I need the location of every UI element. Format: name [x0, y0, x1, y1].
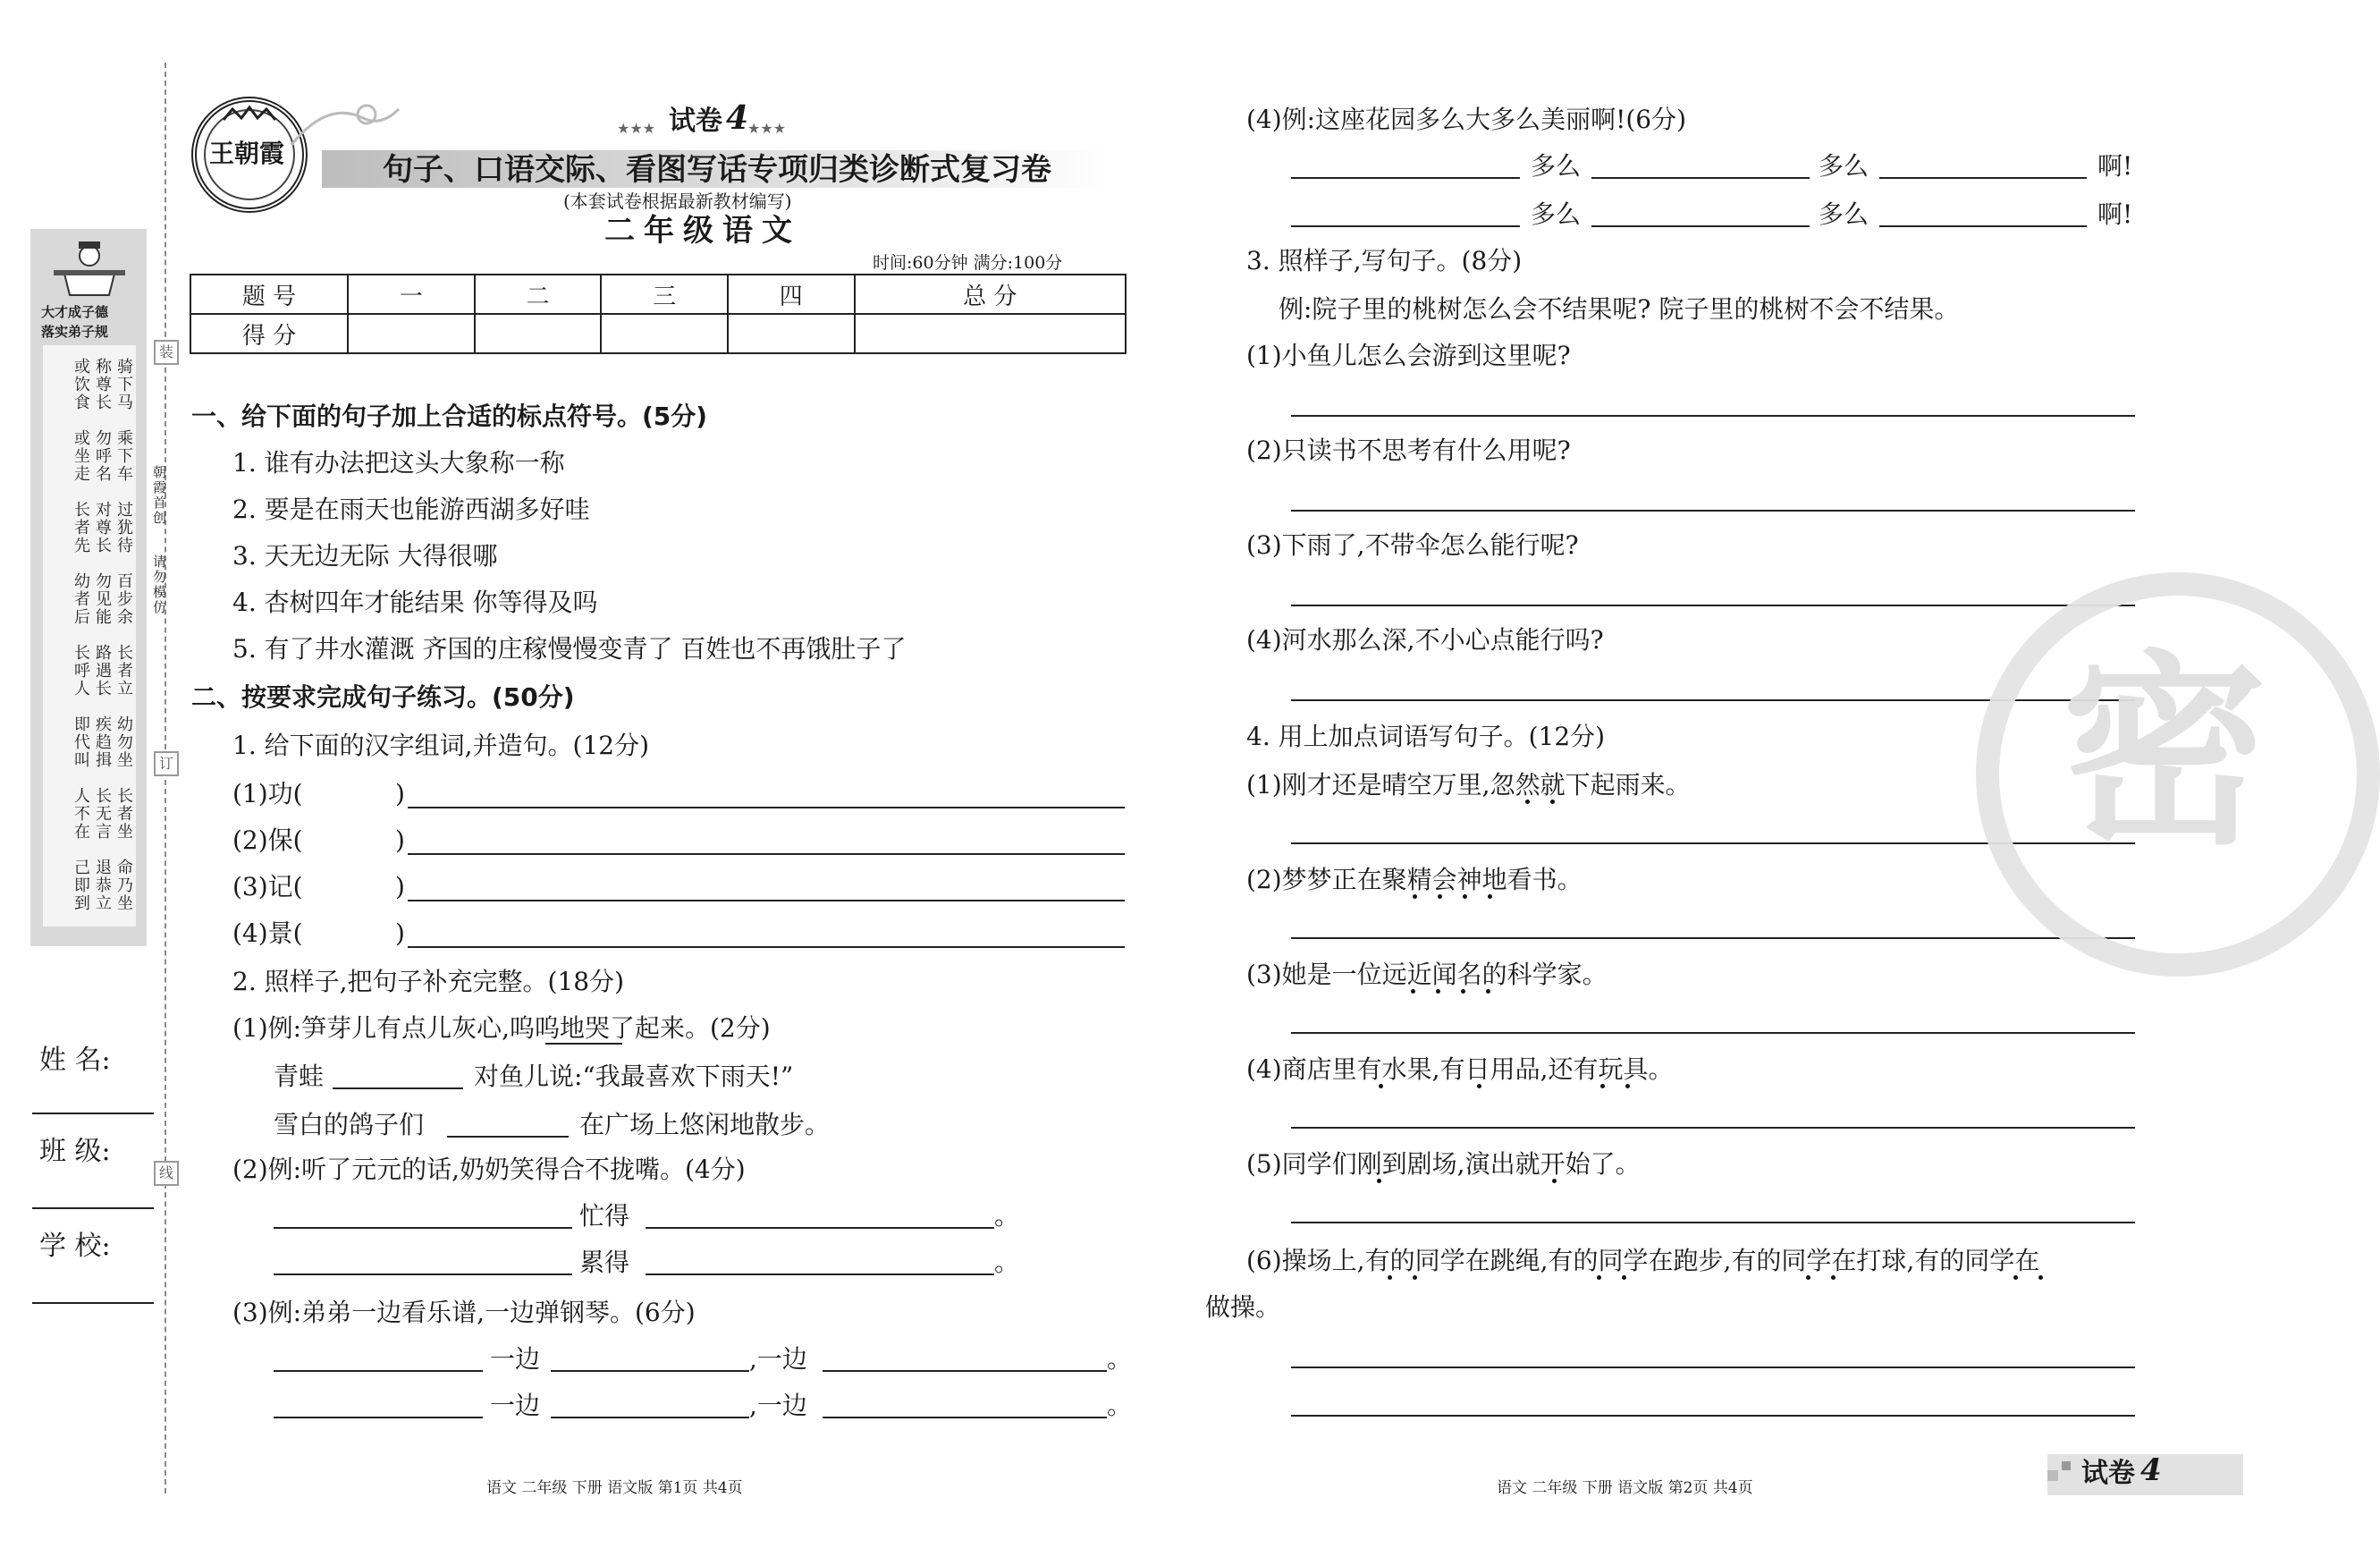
emphasis-dot	[1379, 1084, 1383, 1088]
fill-keyword: ,一边	[749, 1391, 807, 1420]
question-item: (4)商店里有水果,有日用品,还有玩具。	[1246, 1054, 1674, 1084]
answer-line[interactable]	[274, 1227, 572, 1229]
sidebar-verse: 长者先	[72, 501, 90, 554]
emphasis-dot	[1552, 1179, 1557, 1183]
answer-line[interactable]	[551, 1370, 749, 1372]
brand-text: 王朝霞	[209, 139, 285, 168]
score-header-cell: 四	[728, 275, 855, 314]
emphasis-dot	[1486, 989, 1490, 994]
answer-line[interactable]	[1291, 1127, 2135, 1129]
emphasis-dot	[2038, 1275, 2043, 1280]
page-footer: 语文 二年级 下册 语文版 第2页 共4页	[1497, 1479, 1753, 1497]
answer-line[interactable]	[551, 1417, 749, 1418]
emphasis-dot	[1525, 800, 1530, 804]
answer-line[interactable]	[274, 1274, 572, 1275]
question-title: 3. 照样子,写句子。(8分)	[1246, 246, 1523, 275]
answer-line[interactable]	[1291, 225, 1520, 227]
answer-line[interactable]	[1291, 415, 2135, 417]
question-title: 1. 给下面的汉字组词,并造句。(12分)	[232, 731, 649, 760]
emphasis-dot	[1625, 1084, 1630, 1088]
answer-line[interactable]	[447, 1136, 569, 1138]
sidebar-verse: 幼者后	[72, 572, 90, 626]
fill-keyword: ,一边	[749, 1344, 807, 1374]
sidebar-verse: 或饮食	[72, 358, 90, 411]
fill-keyword: 多么	[1819, 151, 1869, 181]
score-cell[interactable]	[728, 314, 855, 353]
question-item-continued: 做操。	[1205, 1292, 1281, 1322]
score-header-cell: 三	[601, 275, 728, 314]
example-sentence: (3)例:弟弟一边看乐谱,一边弹钢琴。(6分)	[232, 1298, 696, 1327]
emphasis-dot	[2013, 1275, 2018, 1280]
sidebar-verse: 退恭立	[93, 859, 112, 912]
answer-line[interactable]	[333, 1087, 463, 1089]
emphasis-dot	[1550, 800, 1555, 804]
emphasis-dot	[1488, 894, 1492, 899]
emphasis-dot	[1438, 894, 1442, 899]
score-header-cell: 题 号	[190, 275, 348, 314]
example-sentence: 例:院子里的桃树怎么会不结果呢? 院子里的桃树不会不结果。	[1279, 294, 1960, 324]
class-field[interactable]	[32, 1207, 154, 1209]
emphasis-dot	[1463, 894, 1467, 899]
question-item: (3)她是一位远近闻名的科学家。	[1246, 960, 1608, 989]
word-item-close: )	[395, 872, 405, 901]
emphasis-dot	[1806, 1275, 1810, 1280]
subtitle: (本套试卷根据最新教材编写)	[563, 190, 792, 212]
question-item: 2. 要是在雨天也能游西湖多好哇	[232, 495, 590, 524]
school-field[interactable]	[32, 1302, 154, 1304]
answer-line[interactable]	[1291, 1367, 2135, 1368]
sidebar-verse: 称尊长	[93, 358, 112, 411]
example-underline	[545, 1043, 622, 1045]
emphasis-dot	[1831, 1275, 1836, 1280]
question-item: 5. 有了井水灌溉 齐国的庄稼慢慢变青了 百姓也不再饿肚子了	[232, 634, 907, 664]
sidebar-verse: 或坐走	[72, 429, 90, 483]
question-item: (3)下雨了,不带伞怎么能行呢?	[1246, 530, 1579, 560]
period: 。	[994, 1248, 1020, 1277]
answer-line[interactable]	[408, 900, 1125, 901]
paper-stars: ★★★	[617, 120, 656, 137]
word-item: (2)保(	[232, 825, 303, 855]
score-header-cell: 二	[475, 275, 602, 314]
period: 。	[994, 1201, 1020, 1231]
emphasis-dot	[1388, 1275, 1392, 1280]
example-sentence: (2)例:听了元元的话,奶奶笑得合不拢嘴。(4分)	[232, 1155, 746, 1184]
sidebar-verse: 长者立	[114, 644, 133, 698]
emphasis-dot	[1597, 1275, 1601, 1280]
sidebar-verse: 疾趋揖	[93, 715, 112, 769]
paper-number: 4	[726, 99, 749, 137]
answer-line[interactable]	[1591, 225, 1810, 227]
copyright-note: 请勿模仿	[151, 554, 167, 615]
period: 。	[1107, 1391, 1133, 1420]
fill-keyword: 累得	[579, 1248, 630, 1277]
page-title: 句子、口语交际、看图写话专项归类诊断式复习卷	[383, 152, 1051, 188]
fill-keyword: 多么	[1531, 199, 1582, 229]
score-cell[interactable]	[855, 314, 1126, 353]
score-cell[interactable]	[475, 314, 602, 353]
sidebar-verse: 勿呼名	[93, 429, 112, 483]
question-item: (5)同学们刚到剧场,演出就开始了。	[1246, 1149, 1641, 1179]
paper-tag: 试卷	[669, 106, 722, 137]
answer-line[interactable]	[1879, 177, 2087, 179]
corner-number: 4	[2140, 1452, 2162, 1488]
sidebar-verse: 长无言	[93, 787, 112, 841]
answer-line[interactable]	[1291, 605, 2135, 606]
emphasis-dot	[1622, 1275, 1626, 1280]
answer-line[interactable]	[1291, 1032, 2135, 1034]
ribbon-decoration	[291, 100, 399, 154]
emphasis-dot	[1600, 1084, 1605, 1088]
scholar-illustration	[46, 238, 132, 302]
question-item: 1. 谁有办法把这头大象称一称	[232, 448, 565, 478]
answer-line[interactable]	[408, 807, 1125, 808]
corner-decoration	[2047, 1470, 2058, 1481]
word-item: (1)功(	[232, 779, 303, 808]
period: 。	[1107, 1344, 1133, 1374]
page-footer: 语文 二年级 下册 语文版 第1页 共4页	[486, 1479, 743, 1497]
question-item: (2)只读书不思考有什么用呢?	[1246, 436, 1571, 465]
section-heading: 二、按要求完成句子练习。(50分)	[191, 682, 575, 712]
answer-line[interactable]	[1291, 510, 2135, 512]
binding-char: 线	[154, 1161, 179, 1186]
stamp-char: 密	[2062, 631, 2268, 873]
word-item: (3)记(	[232, 872, 303, 901]
sidebar-verse: 即代叫	[72, 715, 90, 769]
word-item-close: )	[395, 918, 405, 948]
sidebar-verse: 长呼人	[72, 644, 90, 698]
score-cell[interactable]	[348, 314, 475, 353]
answer-line[interactable]	[1291, 1222, 2135, 1223]
name-field[interactable]	[32, 1113, 154, 1114]
question-item: 3. 天无边无际 大得很哪	[232, 541, 498, 571]
example-sentence: (1)例:笋芽儿有点儿灰心,呜呜地哭了起来。(2分)	[232, 1013, 771, 1043]
fill-keyword: 多么	[1819, 199, 1869, 229]
answer-line[interactable]	[823, 1417, 1107, 1418]
corner-label: 试卷	[2081, 1458, 2135, 1489]
score-header-cell: 总 分	[855, 275, 1126, 314]
word-item-close: )	[395, 779, 405, 808]
emphasis-dot	[1411, 989, 1415, 994]
fill-suffix: 在广场上悠闲地散步。	[579, 1110, 831, 1139]
answer-line[interactable]	[408, 946, 1125, 948]
question-item: (6)操场上,有的同学在跳绳,有的同学在跑步,有的同学在打球,有的同学在	[1246, 1246, 2040, 1275]
sidebar-verse: 长者坐	[114, 787, 133, 841]
score-row-label: 得 分	[190, 314, 348, 353]
fill-keyword: 啊!	[2097, 199, 2133, 229]
score-cell[interactable]	[601, 314, 728, 353]
copyright-note: 朝霞首创	[151, 465, 167, 526]
example-sentence: (4)例:这座花园多么大多么美丽啊!(6分)	[1246, 105, 1687, 134]
answer-line[interactable]	[1291, 1415, 2135, 1417]
fill-keyword: 一边	[490, 1391, 541, 1420]
question-title: 4. 用上加点词语写句子。(12分)	[1246, 722, 1606, 751]
emphasis-dot	[1477, 1084, 1481, 1088]
fill-keyword: 啊!	[2097, 151, 2133, 181]
answer-line[interactable]	[823, 1370, 1107, 1372]
sidebar-verse: 幼勿坐	[114, 715, 133, 769]
emphasis-dot	[1413, 894, 1417, 899]
score-header-cell: 一	[348, 275, 475, 314]
fill-keyword: 忙得	[579, 1201, 630, 1231]
binding-line	[165, 63, 166, 1494]
sidebar-motto: 落实弟子规	[41, 324, 109, 340]
fill-keyword: 多么	[1531, 151, 1582, 181]
sidebar-verse: 己即到	[72, 859, 90, 912]
sidebar-verse: 人不在	[72, 787, 90, 841]
word-item-close: )	[395, 825, 405, 855]
time-info: 时间:60分钟 满分:100分	[873, 253, 1063, 273]
sidebar-verse: 过犹待	[114, 501, 133, 554]
corner-decoration	[2062, 1461, 2071, 1470]
sidebar-verse: 乘下车	[114, 429, 133, 483]
sidebar-verse: 勿见能	[93, 572, 112, 626]
question-title: 2. 照样子,把句子补充完整。(18分)	[232, 967, 624, 996]
watermark-stamp	[1976, 572, 2380, 977]
answer-line[interactable]	[646, 1227, 994, 1229]
fill-prefix: 青蛙	[274, 1062, 325, 1091]
sidebar-verse: 命乃坐	[114, 859, 133, 912]
name-label: 姓 名:	[39, 1045, 111, 1076]
answer-line[interactable]	[274, 1417, 483, 1418]
binding-char: 订	[154, 751, 179, 776]
sidebar-verse: 骑下马	[114, 358, 133, 411]
answer-line[interactable]	[1591, 177, 1810, 179]
fill-suffix: 对鱼儿说:“我最喜欢下雨天!”	[474, 1062, 794, 1091]
answer-line[interactable]	[1879, 225, 2087, 227]
question-item: (4)河水那么深,不小心点能行吗?	[1246, 625, 1604, 655]
emphasis-dot	[1377, 1179, 1381, 1183]
school-label: 学 校:	[39, 1231, 111, 1262]
binding-char: 装	[154, 340, 179, 365]
emphasis-dot	[1461, 989, 1465, 994]
sidebar-verse: 对尊长	[93, 501, 112, 554]
word-item: (4)景(	[232, 918, 303, 948]
class-label: 班 级:	[39, 1136, 111, 1167]
sidebar-verse: 百步余	[114, 572, 133, 626]
question-item: (2)梦梦正在聚精会神地看书。	[1246, 865, 1582, 894]
answer-line[interactable]	[646, 1274, 994, 1275]
sidebar-verse: 路遇长	[93, 644, 112, 698]
answer-line[interactable]	[1291, 937, 2135, 939]
question-item: 4. 杏树四年才能结果 你等得及吗	[232, 588, 598, 617]
sidebar-motto: 大才成子德	[41, 304, 109, 320]
emphasis-dot	[1436, 989, 1440, 994]
question-item: (1)小鱼儿怎么会游到这里呢?	[1246, 341, 1571, 370]
emphasis-dot	[1413, 1275, 1417, 1280]
score-table	[190, 274, 1127, 354]
answer-line[interactable]	[1291, 177, 1520, 179]
fill-prefix: 雪白的鸽子们	[274, 1110, 425, 1139]
question-item: (1)刚才还是晴空万里,忽然就下起雨来。	[1246, 770, 1691, 800]
fill-keyword: 一边	[490, 1344, 541, 1374]
section-heading: 一、给下面的句子加上合适的标点符号。(5分)	[191, 402, 708, 431]
grade-heading: 二年级语文	[604, 213, 801, 249]
brand-logo	[191, 97, 308, 213]
answer-line[interactable]	[274, 1370, 483, 1372]
paper-stars: ★★★	[747, 120, 787, 137]
answer-line[interactable]	[408, 853, 1125, 855]
